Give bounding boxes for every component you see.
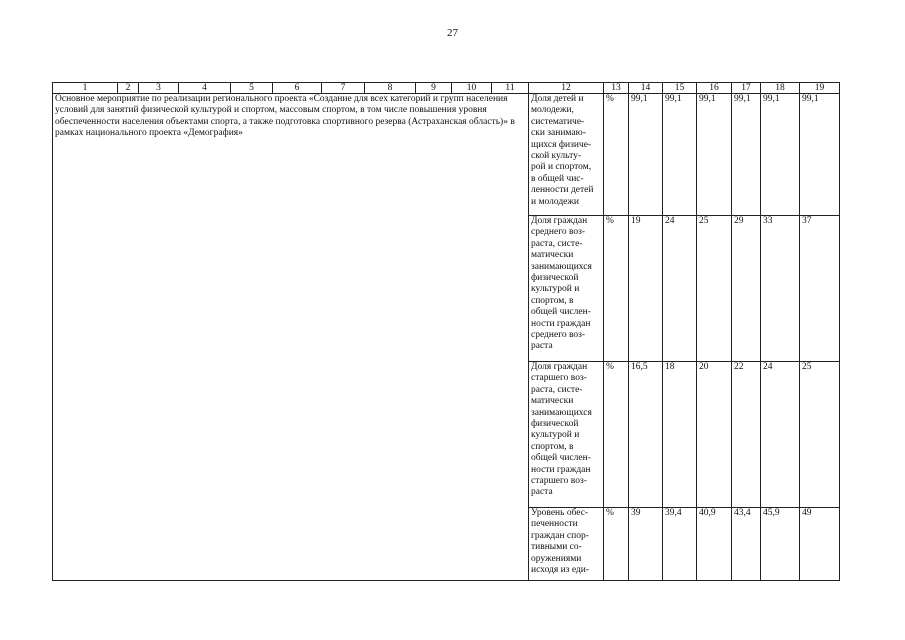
value-cell: 16,5 xyxy=(629,362,663,508)
value-cell: 33 xyxy=(761,216,800,362)
value-cell: 25 xyxy=(800,362,840,508)
value-cell: 39 xyxy=(629,508,663,581)
indicator-name: Уровень обес- печенности граждан спор- тивными со- оружениями исходя из еди- xyxy=(529,508,604,581)
value-cell: 20 xyxy=(697,362,732,508)
value-cell: 40,9 xyxy=(697,508,732,581)
column-number: 10 xyxy=(452,83,492,94)
value-cell: 18 xyxy=(663,362,697,508)
column-number: 7 xyxy=(322,83,365,94)
value-cell: 37 xyxy=(800,216,840,362)
value-cell: 99,1 xyxy=(697,94,732,216)
value-cell: 25 xyxy=(697,216,732,362)
event-description: Основное мероприятие по реализации регионального проекта «Создание для всех категорий и групп населения условий для занятий физической культурой и спортом, массовым спортом, в том числе повышения уровня обеспеченности населения объектами спорта, а также подготовка спортивного резерва (Астраханская область)» в рамках национального проекта «Демография» xyxy=(53,94,529,581)
unit-cell: % xyxy=(604,94,629,216)
value-cell: 22 xyxy=(732,362,761,508)
indicator-name: Доля детей и молодежи, систематиче- ски занимаю- щихся физиче- ской культу- рой и спортом, в общей чис- ленности детей и молодежи xyxy=(529,94,604,216)
column-number: 12 xyxy=(529,83,604,94)
value-cell: 49 xyxy=(800,508,840,581)
page-number: 27 xyxy=(447,27,458,39)
unit-cell: % xyxy=(604,216,629,362)
value-cell: 99,1 xyxy=(663,94,697,216)
column-number: 14 xyxy=(629,83,663,94)
value-cell: 39,4 xyxy=(663,508,697,581)
value-cell: 45,9 xyxy=(761,508,800,581)
table-row xyxy=(53,94,840,216)
value-cell: 19 xyxy=(629,216,663,362)
column-number: 4 xyxy=(179,83,231,94)
value-cell: 43,4 xyxy=(732,508,761,581)
indicator-name: Доля граждан среднего воз- раста, систе- матически занимающихся физической культурой и спортом, в общей числен- ности граждан среднего воз- раста xyxy=(529,216,604,362)
column-number: 13 xyxy=(604,83,629,94)
column-number: 15 xyxy=(663,83,697,94)
indicator-name: Доля граждан старшего воз- раста, систе- матически занимающихся физической культурой и спортом, в общей числен- ности граждан старшего воз- раста xyxy=(529,362,604,508)
column-number: 8 xyxy=(365,83,416,94)
value-cell: 24 xyxy=(761,362,800,508)
column-number-row xyxy=(53,83,840,94)
column-number: 18 xyxy=(761,83,800,94)
column-number: 17 xyxy=(732,83,761,94)
value-cell: 99,1 xyxy=(761,94,800,216)
program-table xyxy=(52,82,840,581)
value-cell: 29 xyxy=(732,216,761,362)
value-cell: 99,1 xyxy=(800,94,840,216)
column-number: 2 xyxy=(118,83,139,94)
column-number: 1 xyxy=(53,83,118,94)
column-number: 5 xyxy=(231,83,273,94)
column-number: 11 xyxy=(492,83,529,94)
unit-cell: % xyxy=(604,362,629,508)
value-cell: 99,1 xyxy=(629,94,663,216)
column-number: 9 xyxy=(416,83,452,94)
column-number: 6 xyxy=(273,83,322,94)
value-cell: 99,1 xyxy=(732,94,761,216)
unit-cell: % xyxy=(604,508,629,581)
column-number: 3 xyxy=(139,83,179,94)
column-number: 16 xyxy=(697,83,732,94)
value-cell: 24 xyxy=(663,216,697,362)
column-number: 19 xyxy=(800,83,840,94)
